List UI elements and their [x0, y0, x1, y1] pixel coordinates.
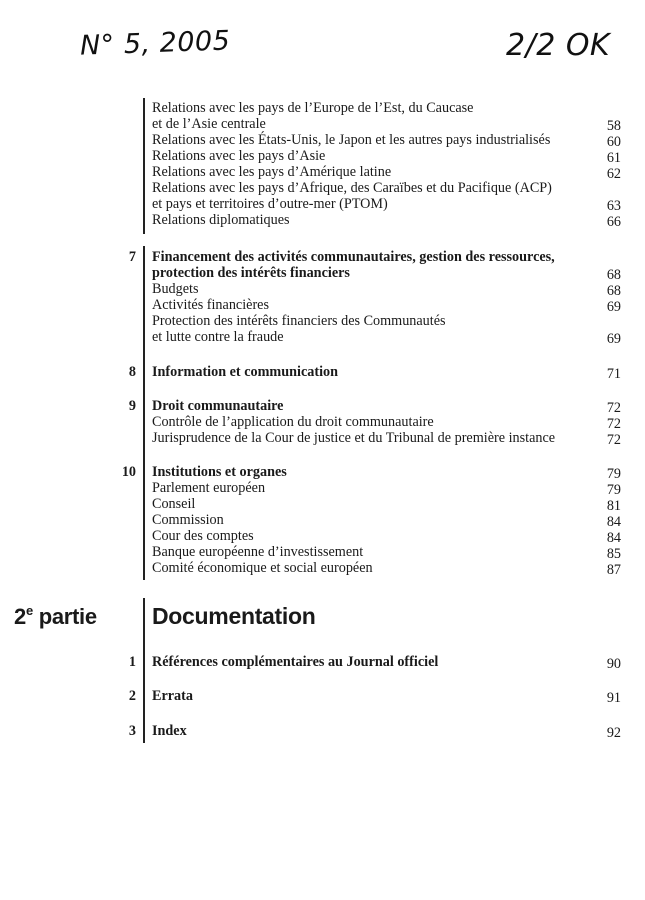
toc-page-number: 61: [606, 150, 621, 166]
toc-entry-line: Cour des comptes: [152, 528, 254, 544]
item-number: 3: [128, 723, 136, 739]
section-number: 8: [128, 364, 136, 380]
item-number: 1: [128, 654, 136, 670]
toc-page-number: 85: [606, 546, 621, 562]
section-title: Institutions et organes: [152, 464, 287, 480]
toc-entry-line: Commission: [152, 512, 224, 528]
toc-entry-line: Jurisprudence de la Cour de justice et du Tribunal de première instance: [152, 430, 556, 446]
section-number: 10: [121, 464, 136, 480]
toc-page-number: 62: [606, 166, 621, 182]
toc-page-number: 68: [606, 283, 621, 299]
toc-page-number: 81: [606, 498, 621, 514]
item-title: Références complémentaires au Journal officiel: [152, 654, 439, 670]
part-label: [14, 604, 134, 630]
toc-page-number: 60: [606, 134, 621, 150]
section-title: Information et communication: [152, 364, 338, 380]
toc-entry-line: et pays et territoires d’outre-mer (PTOM): [152, 196, 388, 212]
toc-page-number: 63: [606, 198, 621, 214]
section-page-number: 68: [606, 267, 621, 283]
toc-page-number: 79: [606, 482, 621, 498]
toc-entry-line: Relations avec les pays d’Asie: [152, 148, 326, 164]
section-title: protection des intérêts financiers: [152, 265, 350, 281]
part-number: 2: [14, 604, 26, 629]
toc-page-number: 69: [606, 299, 621, 315]
toc-page-number: 87: [606, 562, 621, 578]
part-word: partie: [38, 604, 97, 629]
item-page-number: 91: [606, 690, 621, 706]
toc-entry-line: Relations avec les pays d’Amérique latine: [152, 164, 392, 180]
section-page-number: 71: [606, 366, 621, 382]
toc-entry-line: Relations avec les pays d’Afrique, des Caraïbes et du Pacifique (ACP): [152, 180, 552, 196]
column-rule-top: [143, 98, 145, 234]
section-number: 9: [128, 398, 136, 414]
toc-entry-line: et de l’Asie centrale: [152, 116, 266, 132]
toc-entry-line: Relations avec les États-Unis, le Japon et les autres pays industrialisés: [152, 132, 551, 148]
toc-entry-line: Protection des intérêts financiers des Communautés: [152, 313, 446, 329]
toc-page-number: 58: [606, 118, 621, 134]
part-title: Documentation: [152, 603, 316, 629]
toc-page-number: 72: [606, 432, 621, 448]
column-rule-main: [143, 246, 145, 580]
toc-entry-line: Comité économique et social européen: [152, 560, 373, 576]
toc-page-number: 66: [606, 214, 621, 230]
item-page-number: 92: [606, 725, 621, 741]
item-number: 2: [128, 688, 136, 704]
toc-page-number: 84: [606, 514, 621, 530]
toc-page-number: 84: [606, 530, 621, 546]
toc-entry-line: Relations diplomatiques: [152, 212, 290, 228]
part-number-superscript: e: [25, 603, 33, 618]
toc-entry-line: Budgets: [152, 281, 199, 297]
toc-entry-line: Relations avec les pays de l’Europe de l’Est, du Caucase: [152, 100, 474, 116]
toc-entry-line: et lutte contre la fraude: [152, 329, 284, 345]
item-title: Errata: [152, 688, 193, 704]
item-title: Index: [152, 723, 187, 739]
toc-entry-line: Activités financières: [152, 297, 269, 313]
toc-entry-line: Parlement européen: [152, 480, 266, 496]
toc-entry-line: Contrôle de l’application du droit communautaire: [152, 414, 434, 430]
toc-entry-line: Banque européenne d’investissement: [152, 544, 364, 560]
section-page-number: 72: [606, 400, 621, 416]
section-page-number: 79: [606, 466, 621, 482]
toc-page-number: 69: [606, 331, 621, 347]
section-title: Financement des activités communautaires, gestion des ressources,: [152, 249, 555, 265]
toc-entry-line: Conseil: [152, 496, 196, 512]
item-page-number: 90: [606, 656, 621, 672]
section-number: 7: [128, 249, 136, 265]
column-rule-part2: [143, 598, 145, 743]
toc-page-number: 72: [606, 416, 621, 432]
handwritten-check-note: 2/2 OK: [506, 28, 611, 63]
section-title: Droit communautaire: [152, 398, 284, 414]
handwritten-issue-note: N° 5, 2005: [79, 25, 231, 62]
